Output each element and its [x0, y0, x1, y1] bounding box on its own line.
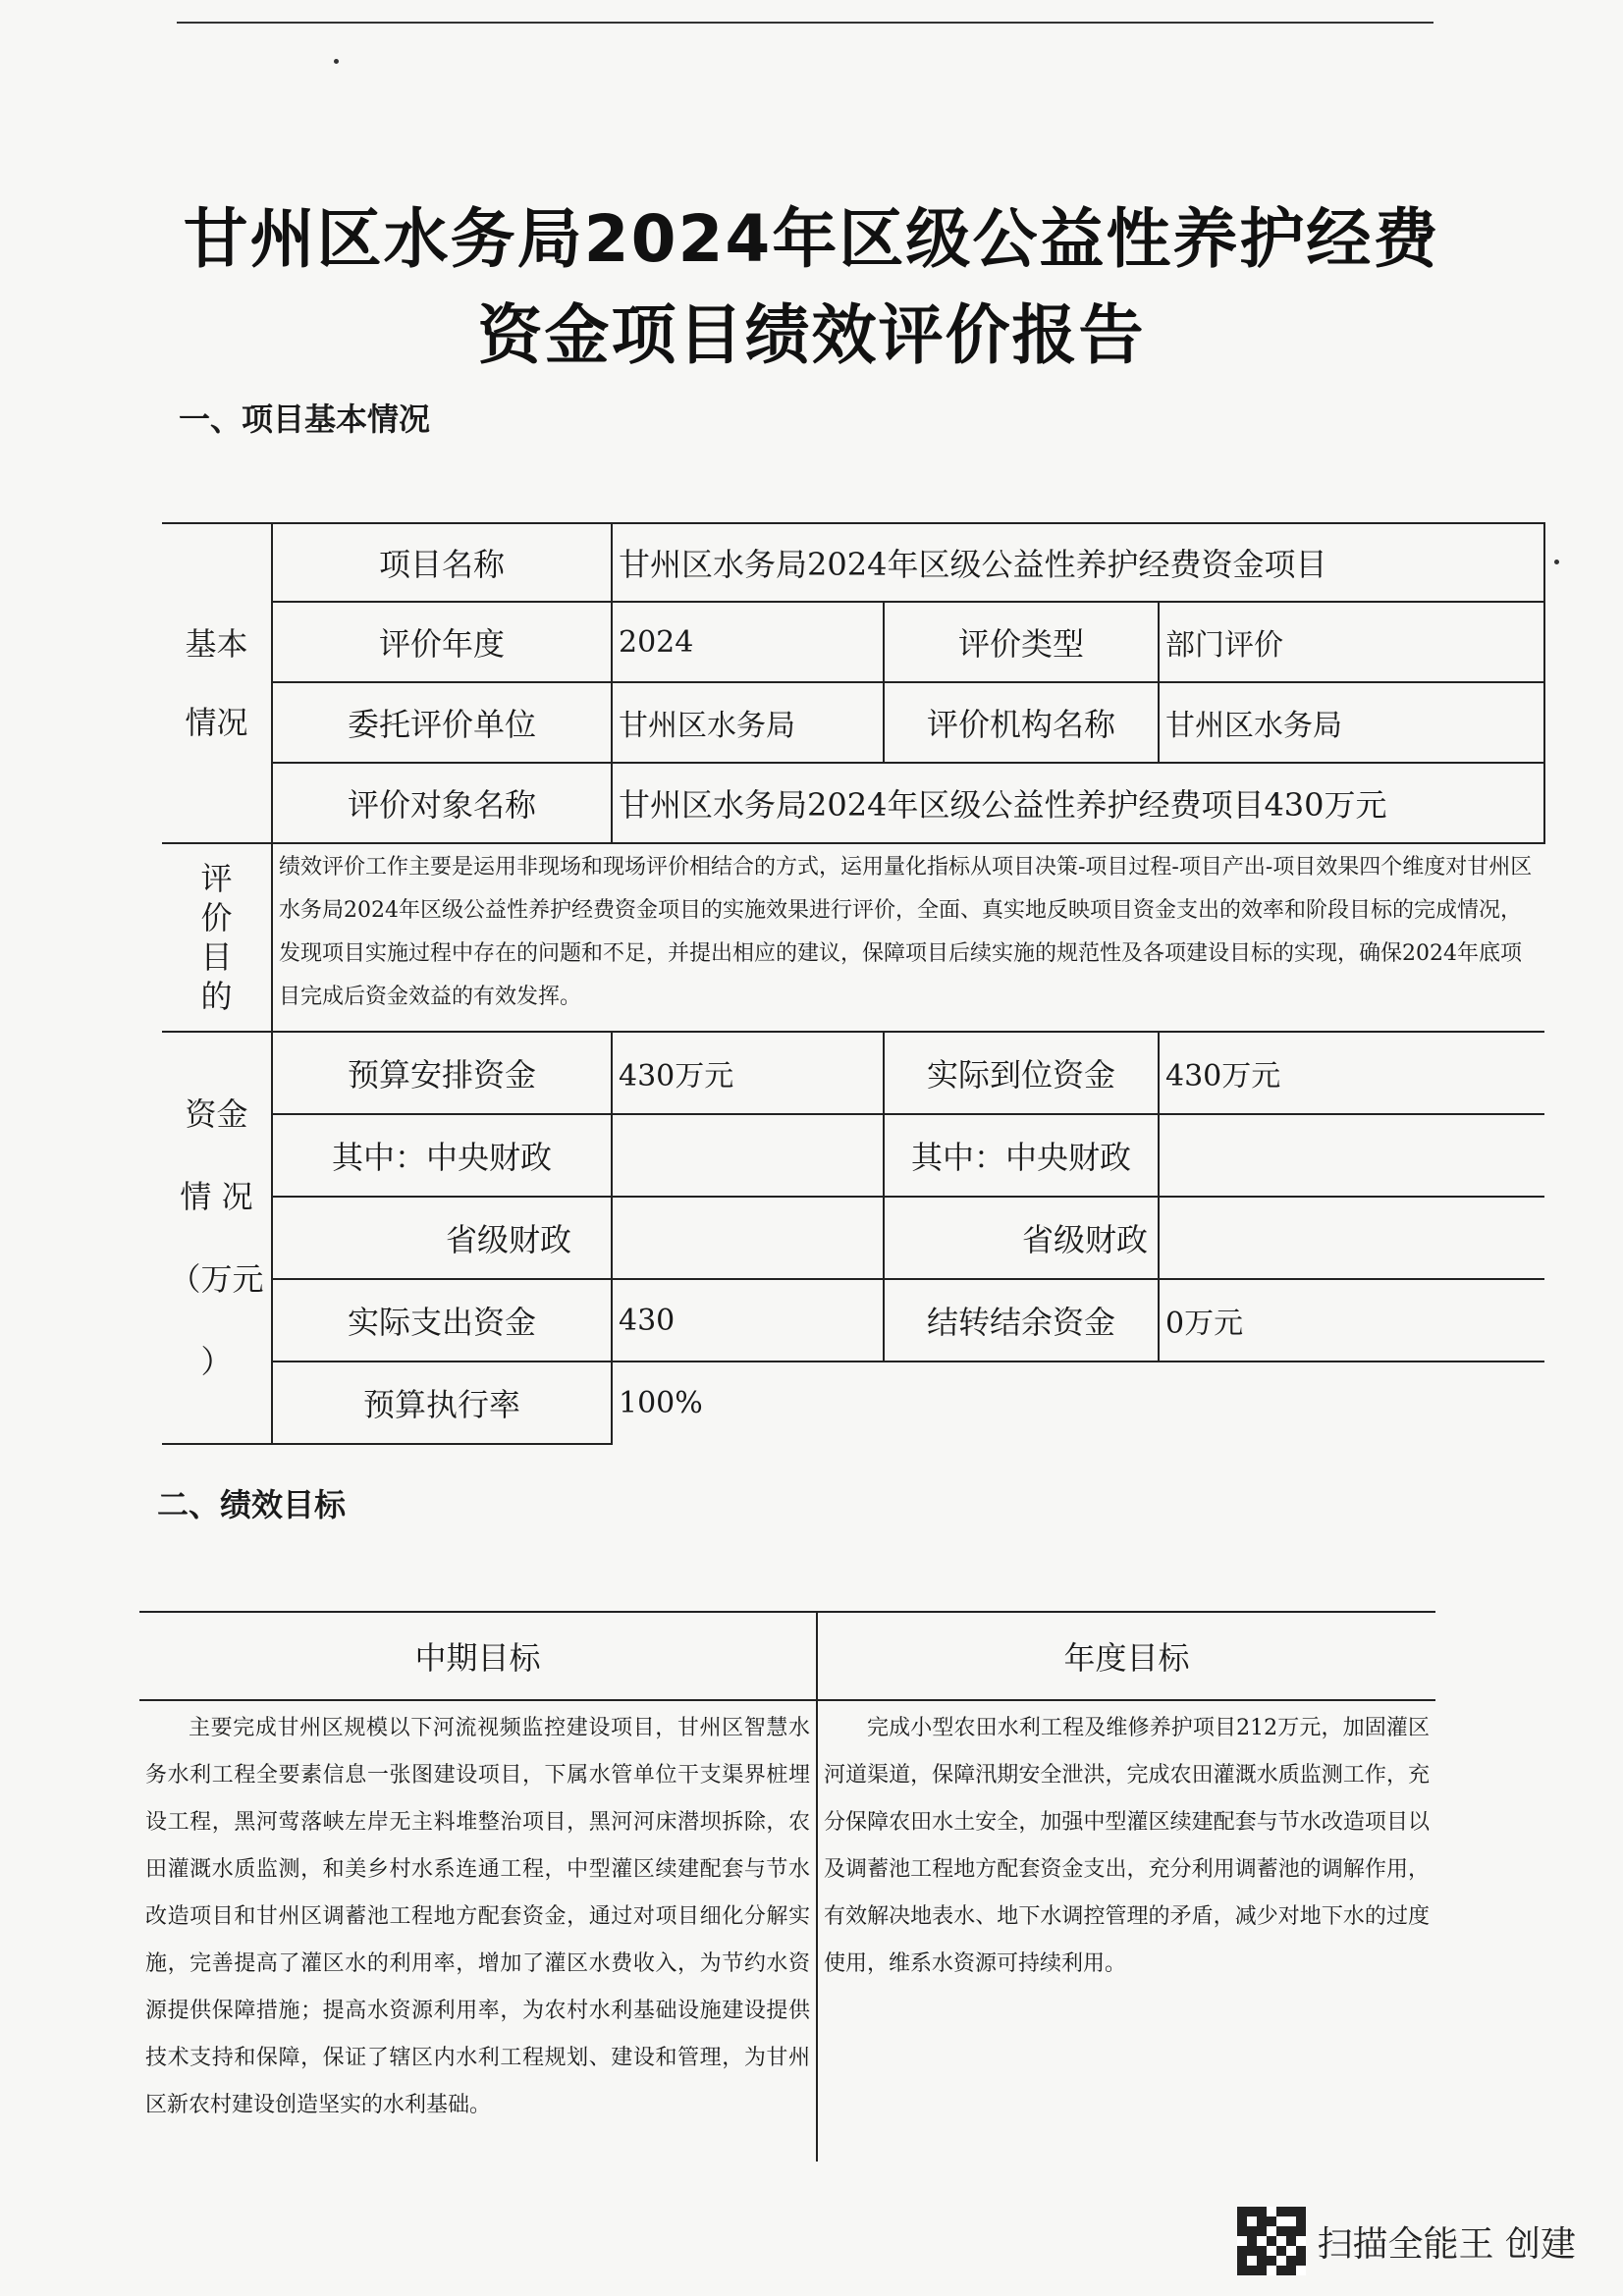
qr-code-icon	[1237, 2207, 1306, 2275]
table-row	[139, 1612, 1435, 1700]
purpose-side-cell	[162, 843, 272, 1032]
basic-info-table	[162, 522, 1545, 1445]
eval-type-label: 评价类型	[884, 602, 1159, 682]
purpose-side-char: 价	[200, 899, 233, 936]
funds-side-label: 情 况	[180, 1178, 253, 1215]
exec-rate-label: 预算执行率	[272, 1362, 612, 1444]
annual-goal-header: 年度目标	[817, 1612, 1435, 1700]
table-row	[162, 523, 1544, 602]
exec-rate-value: 100%	[612, 1362, 884, 1444]
table-row	[162, 1197, 1544, 1279]
eval-year-value: 2024	[612, 602, 884, 682]
goals-table	[139, 1611, 1435, 2162]
scanner-watermark	[1237, 2207, 1576, 2275]
purpose-side-char: 评	[200, 860, 233, 897]
funds-side-label: （万元	[169, 1260, 264, 1298]
section-heading-basic: 一、项目基本情况	[179, 400, 431, 438]
mid-goal-text: 主要完成甘州区规模以下河流视频监控建设项目，甘州区智慧水务水利工程全要素信息一张图建设项目，下属水管单位干支渠界桩埋设工程，黑河莺落峡左岸无主料堆整治项目，黑河河床潜坝拆除，农田灌溉水质监测，和美乡村水系连通工程，中型灌区续建配套与节水改造项目和甘州区调蓄池工程地方配套资金，通过对项目细化分解实施，完善提高了灌区水的利用率，增加了灌区水费收入，为节约水资源提供保障措施；提高水资源利用率，为农村水利基础设施建设提供技术支持和保障，保证了辖区内水利工程规划、建设和管理，为甘州区新农村建设创造坚实的水利基础。	[139, 1700, 817, 2162]
purpose-side-char: 目	[200, 938, 233, 976]
basic-side-label-1: 基本	[185, 625, 248, 663]
empty-cell	[884, 1362, 1544, 1444]
mid-goal-header: 中期目标	[139, 1612, 817, 1700]
eval-type-value: 部门评价	[1159, 602, 1544, 682]
budget-label: 预算安排资金	[272, 1032, 612, 1114]
object-value: 甘州区水务局2024年区级公益性养护经费项目430万元	[612, 763, 1544, 843]
table-row	[162, 682, 1544, 763]
project-name-label: 项目名称	[272, 523, 612, 602]
agency-label: 评价机构名称	[884, 682, 1159, 763]
actual-label: 实际到位资金	[884, 1032, 1159, 1114]
provincial-value	[612, 1197, 884, 1279]
table-row	[162, 1114, 1544, 1197]
entrust-label: 委托评价单位	[272, 682, 612, 763]
provincial-label-2: 省级财政	[884, 1197, 1159, 1279]
purpose-text: 绩效评价工作主要是运用非现场和现场评价相结合的方式，运用量化指标从项目决策-项目过程-项目产出-项目效果四个维度对甘州区水务局2024年区级公益性养护经费资金项目的实施效果进行评价，全面、真实地反映项目资金支出的效率和阶段目标的完成情况，发现项目实施过程中存在的问题和不足，并提出相应的建议，保障项目后续实施的规范性及各项建设目标的实现，确保2024年底项目完成后资金效益的有效发挥。	[272, 843, 1544, 1032]
balance-value: 0万元	[1159, 1279, 1544, 1362]
budget-value: 430万元	[612, 1032, 884, 1114]
provincial-value-2	[1159, 1197, 1544, 1279]
spent-value: 430	[612, 1279, 884, 1362]
report-title-line1: 甘州区水务局2024年区级公益性养护经费	[183, 201, 1440, 277]
scan-speck	[334, 59, 339, 64]
funds-side-label: 资金	[185, 1095, 248, 1133]
watermark-text: 扫描全能王 创建	[1317, 2223, 1576, 2265]
table-row	[162, 602, 1544, 682]
eval-year-label: 评价年度	[272, 602, 612, 682]
table-row	[162, 763, 1544, 843]
funds-side-label: ）	[200, 1343, 233, 1380]
table-row	[162, 1032, 1544, 1114]
section-heading-goals: 二、绩效目标	[157, 1486, 347, 1523]
table-row	[162, 1362, 1544, 1444]
table-row	[162, 1279, 1544, 1362]
table-row	[139, 1700, 1435, 2162]
central-value-2	[1159, 1114, 1544, 1197]
table-row	[162, 843, 1544, 1032]
report-title-line2: 资金项目绩效评价报告	[477, 297, 1146, 373]
provincial-label: 省级财政	[272, 1197, 612, 1279]
object-label: 评价对象名称	[272, 763, 612, 843]
annual-goal-text: 完成小型农田水利工程及维修养护项目212万元，加固灌区河道渠道，保障汛期安全泄洪，完成农田灌溉水质监测工作，充分保障农田水土安全，加强中型灌区续建配套与节水改造项目以及调蓄池工程地方配套资金支出，充分利用调蓄池的调解作用，有效解决地表水、地下水调控管理的矛盾，减少对地下水的过度使用，维系水资源可持续利用。	[817, 1700, 1435, 2162]
basic-side-label-2: 情况	[185, 704, 248, 741]
actual-value: 430万元	[1159, 1032, 1544, 1114]
balance-label: 结转结余资金	[884, 1279, 1159, 1362]
spent-label: 实际支出资金	[272, 1279, 612, 1362]
funds-side-cell	[162, 1032, 272, 1444]
top-rule	[177, 22, 1434, 24]
central-label-2: 其中：中央财政	[884, 1114, 1159, 1197]
scan-speck	[1554, 560, 1559, 564]
purpose-side-char: 的	[200, 978, 233, 1015]
basic-side-cell	[162, 523, 272, 843]
project-name-value: 甘州区水务局2024年区级公益性养护经费资金项目	[612, 523, 1544, 602]
agency-value: 甘州区水务局	[1159, 682, 1544, 763]
central-label: 其中：中央财政	[272, 1114, 612, 1197]
entrust-value: 甘州区水务局	[612, 682, 884, 763]
central-value	[612, 1114, 884, 1197]
